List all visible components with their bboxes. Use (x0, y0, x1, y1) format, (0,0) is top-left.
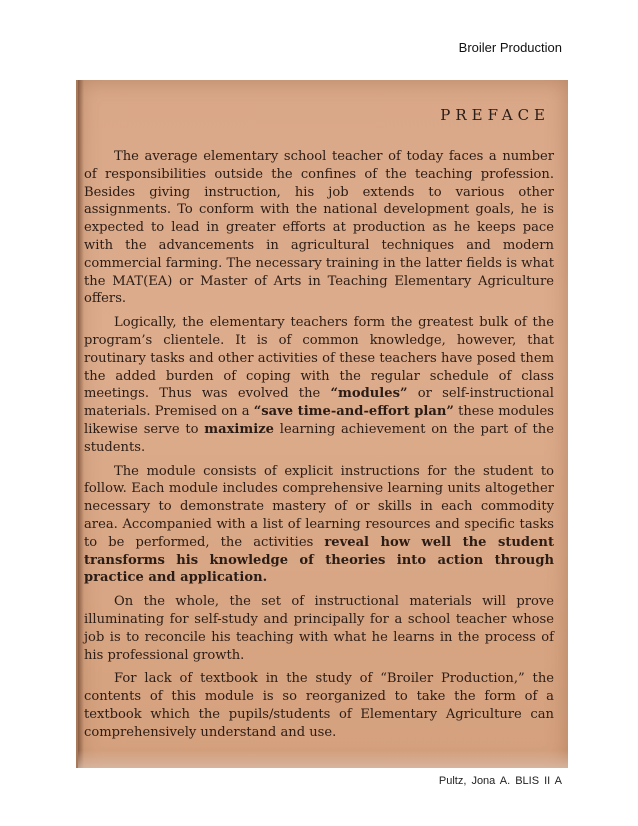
paragraph-text: these modules likewise serve to (84, 404, 554, 437)
emphasized-text: reveal how well the student transforms his knowledge of theories into action through practice and application. (84, 534, 554, 586)
paragraph-5 (84, 670, 554, 741)
paragraph-4 (84, 593, 554, 664)
paragraph-text: For lack of textbook in the study of “Broiler Production,” the contents of this module is so reorganized to take the form of a textbook which the pupils/students of Elementary Agriculture can comprehensively understand and use. (84, 671, 554, 740)
paragraph-1 (84, 148, 554, 308)
preface-body (84, 148, 554, 742)
emphasized-text: “save time-and-effort plan” (253, 404, 454, 420)
paragraph-text: learning achievement on the part of the students. (84, 421, 554, 455)
paragraph-text: The module consists of explicit instructions for the student to follow. Each module includes comprehensive learning units altogether necessary to demonstrate mastery of or skills in each commodity area. Accompanied with a list of learning resources and specific tasks to be performed, the activities (84, 463, 554, 550)
emphasized-text: “modules” (330, 386, 408, 402)
author-footer: Pultz, Jona A. BLIS II A (438, 775, 562, 787)
scanned-page-image (76, 80, 568, 768)
paragraph-text: The average elementary school teacher of today faces a number of responsibilities outside the confines of the teaching profession. Besides giving instruction, his job extends to various other assignments. To conform with the national development goals, he is expected to lead in greater efforts at production as he keeps pace with the advancements in agricultural techniques and modern commercial farming. The necessary training in the latter fields is what the MAT(EA) or Master of Arts in Teaching Elementary Agriculture offers. (84, 149, 554, 307)
paragraph-3 (84, 463, 554, 588)
emphasized-text: maximize (204, 421, 274, 437)
paragraph-2 (84, 314, 554, 456)
running-header: Broiler Production (458, 40, 562, 55)
paragraph-text: or self-instructional materials. Premised on a (84, 386, 554, 420)
paragraph-text: Logically, the elementary teachers form the greatest bulk of the program’s clientele. It is of common knowledge, however, that routinary tasks and other activities of these teachers have posed them the added burden of coping with the regular schedule of class meetings. Thus was evolved the (84, 315, 554, 402)
preface-heading: PREFACE (440, 106, 550, 124)
paragraph-text: On the whole, the set of instructional materials will prove illuminating for self-study and principally for a school teacher whose job is to reconcile his teaching with what he learns in the process of his professional growth. (84, 594, 554, 663)
